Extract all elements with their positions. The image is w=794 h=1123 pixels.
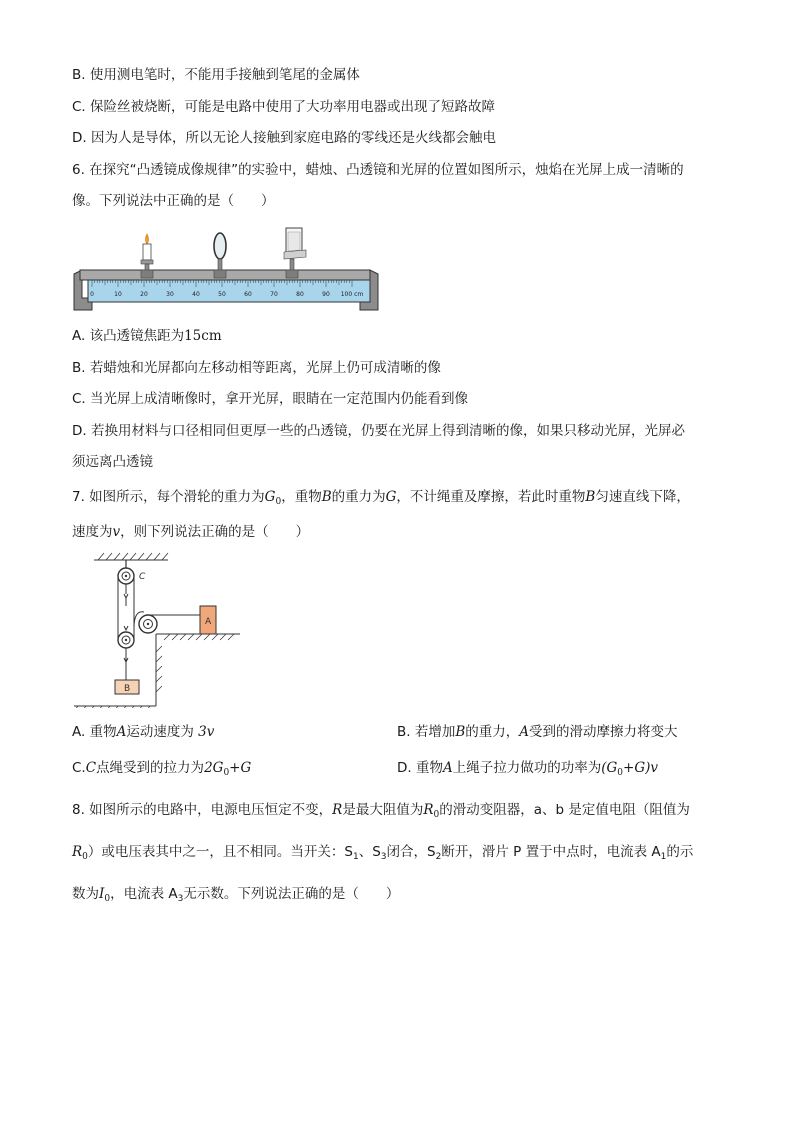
q8-stem-line-3 (72, 884, 399, 909)
q6-option-d-line-2: 须远离凸透镜 (72, 454, 153, 470)
q8-text: 数为 (72, 886, 99, 902)
q8-sub: 1 (660, 852, 667, 862)
q8-text: 无示数。下列说法正确的是（ ） (183, 886, 400, 902)
q6-option-a-text: A. 该凸透镜焦距为 (72, 328, 185, 344)
q7-option-d (397, 758, 658, 783)
q6-option-a (72, 326, 222, 346)
q7-pulley-figure (68, 548, 248, 708)
q8-stem-line-2 (72, 842, 693, 867)
scale-label: 100 cm (340, 291, 364, 298)
scale-label: 50 (218, 291, 226, 298)
q8-var-r: R (332, 802, 343, 818)
q7-stem-line-2 (72, 522, 309, 542)
q7-var-c: C (85, 760, 97, 776)
q7-text: C. (72, 760, 86, 776)
q8-sub: 3 (177, 894, 184, 904)
scale-label: 80 (296, 291, 304, 298)
q7-text: 速度为 (72, 524, 113, 540)
table-hatch (156, 634, 234, 692)
q7-var-a: A (116, 724, 127, 740)
q8-text: ）或电压表其中之一，且不相同。当开关：S (87, 844, 353, 860)
scale-label: 10 (114, 291, 122, 298)
q7-text: 匀速直线下降， (595, 489, 690, 505)
q8-text: 是最大阻值为 (342, 802, 424, 818)
q8-text: 的滑动变阻器，a、b 是定值电阻（阻值为 (439, 802, 690, 818)
q7-var-a: A (442, 760, 453, 776)
q7-option-c-value: $2G_0+G$ (204, 760, 252, 778)
q7-text: ，则下列说法正确的是（ ） (120, 524, 310, 540)
q7-option-d-value: $(G_0+G)v$ (601, 760, 659, 778)
q7-var-g: G (385, 489, 397, 505)
scale-label: 90 (322, 291, 330, 298)
q7-option-b (397, 722, 678, 742)
scale-label: 30 (166, 291, 174, 298)
q7-var-b: B (585, 489, 596, 505)
q8-sub: 3 (380, 852, 387, 862)
q7-text: B. 若增加 (397, 724, 456, 740)
q6-option-b: B. 若蜡烛和光屏都向左移动相等距离，光屏上仍可成清晰的像 (72, 360, 441, 376)
q7-text: 上绳子拉力做功的功率为 (452, 760, 602, 776)
q6-stem-line-2: 像。下列说法中正确的是（ ） (72, 193, 275, 209)
q7-text: 7. 如图所示，每个滑轮的重力为 (72, 489, 265, 505)
q7-var-b: B (321, 489, 332, 505)
q8-stem-line-1 (72, 800, 690, 825)
q8-text: 的示 (666, 844, 694, 860)
q8-var-i0: $I_0$ (99, 886, 111, 904)
q7-text: A. 重物 (72, 724, 117, 740)
label-b: B (124, 684, 131, 694)
scale-label: 60 (244, 291, 252, 298)
q5-option-b: B. 使用测电笔时，不能用手接触到笔尾的金属体 (72, 67, 360, 83)
q7-text: D. 重物 (397, 760, 443, 776)
q7-text: 的重力， (465, 724, 520, 740)
label-a: A (205, 617, 212, 627)
q8-sub: 1 (352, 852, 359, 862)
q8-var-r0: $R_0$ (72, 844, 88, 862)
q7-text: ，不计绳重及摩擦，若此时重物 (396, 489, 586, 505)
q6-stem-line-1: 6. 在探究“凸透镜成像规律”的实验中，蜡烛、凸透镜和光屏的位置如图所示，烛焰在光屏上成一清晰的 (72, 162, 684, 178)
convex-lens (214, 233, 226, 278)
q5-option-c: C. 保险丝被烧断，可能是电路中使用了大功率用电器或出现了短路故障 (72, 99, 496, 115)
scale-label: 70 (270, 291, 278, 298)
q7-option-a-value: 3v (198, 724, 215, 740)
q7-option-a (72, 722, 214, 742)
q7-g0: $G_0$ (264, 489, 282, 507)
q8-var-r0: $R_0$ (423, 802, 440, 820)
label-c: C (139, 572, 146, 582)
q6-option-a-value: 15cm (184, 328, 222, 344)
q8-text: 、S (358, 844, 381, 860)
q7-var-v: v (112, 524, 121, 540)
q7-text: ，重物 (281, 489, 322, 505)
q8-text: 闭合，S (386, 844, 436, 860)
q7-stem-line-1 (72, 487, 690, 512)
q8-sub: 2 (435, 852, 442, 862)
scale-label: 20 (140, 291, 148, 298)
scale-label: 0 (90, 291, 94, 298)
q5-option-d: D. 因为人是导体，所以无论人接触到家庭电路的零线还是火线都会触电 (72, 130, 496, 146)
q8-text: 断开，滑片 P 置于中点时，电流表 A (441, 844, 661, 860)
q8-text: 8. 如图所示的电路中，电源电压恒定不变， (72, 802, 333, 818)
q6-optical-bench-figure (70, 224, 390, 316)
ceiling-hatch (98, 553, 168, 560)
q6-option-d-line-1: D. 若换用材料与口径相同但更厚一些的凸透镜，仍要在光屏上得到清晰的像，如果只移动光屏，光屏必 (72, 423, 685, 439)
q7-text: 受到的滑动摩擦力将变大 (529, 724, 678, 740)
q7-text: 点绳受到的拉力为 (96, 760, 205, 776)
q6-option-c: C. 当光屏上成清晰像时，拿开光屏，眼睛在一定范围内仍能看到像 (72, 391, 469, 407)
scale-label: 40 (192, 291, 200, 298)
q8-text: ，电流表 A (110, 886, 178, 902)
q7-text: 运动速度为 (126, 724, 194, 740)
q7-var-b: B (455, 724, 466, 740)
candle (141, 234, 153, 278)
q7-var-a: A (519, 724, 530, 740)
q7-text: 的重力为 (331, 489, 386, 505)
q7-option-c (72, 758, 251, 783)
